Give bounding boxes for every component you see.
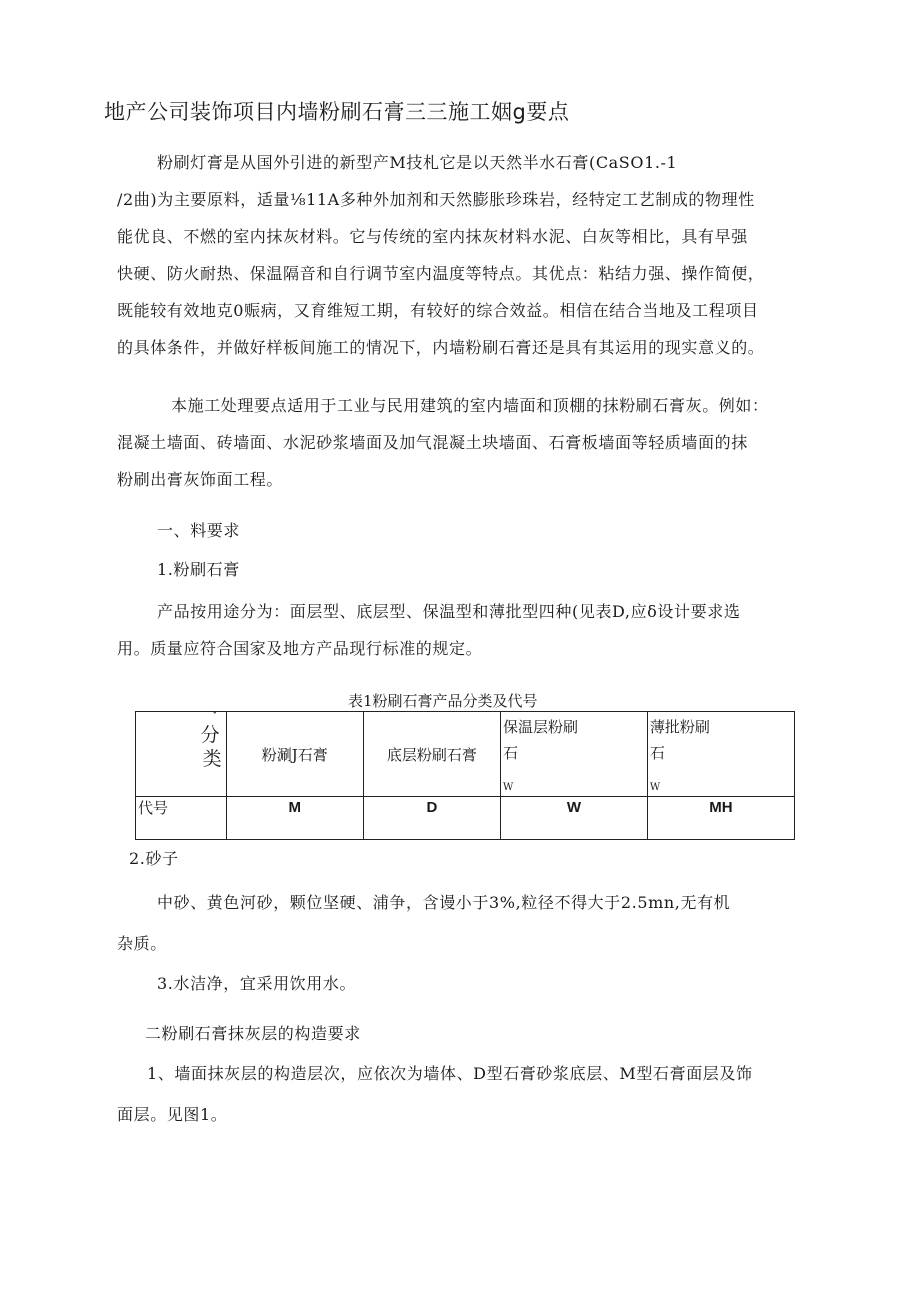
header-insulation-plaster — [501, 712, 648, 797]
code-cell: W — [501, 797, 648, 840]
header-thin-line-1: 薄批粉刷 — [649, 718, 710, 736]
item-3-text: 3.水洁净，宜采用饮用水。 — [157, 974, 357, 993]
item-1-text-2: 用。质量应符合国家及地方产品现行标准的规定。 — [117, 639, 483, 658]
header-base-plaster: 底层粉刷石膏 — [363, 712, 500, 797]
intro-line-1: 粉刷灯膏是从国外引进的新型产M技札它是以天然半水石膏(CaSO1.-1 — [157, 153, 678, 172]
corner-top-label: 分 — [200, 724, 220, 746]
section-2-item-1-text-2: 面层。见图1。 — [117, 1105, 228, 1124]
code-row-label: 代号 — [136, 797, 227, 840]
header-thin-plaster — [647, 712, 794, 797]
table-header-row — [136, 712, 795, 797]
section-2-heading: 二粉刷石膏抹灰层的构造要求 — [145, 1024, 361, 1043]
header-insulation-line-2: 石 — [503, 744, 519, 762]
intro-line-4: 快硬、防火耐热、保温隔音和自行调节室内温度等特点。其优点：粘结力强、操作简便， — [117, 264, 765, 283]
corner-bottom-label: 类 — [202, 748, 222, 770]
header-thin-line-2: 石 — [649, 744, 665, 762]
item-1-text-1: 产品按用途分为：面层型、底层型、保温型和薄批型四种(见表D,应δ设计要求选 — [157, 602, 741, 621]
table-row — [136, 797, 795, 840]
scope-line-2: 混凝土墙面、砖墙面、水泥砂浆墙面及加气混凝土块墙面、石膏板墙面等轻质墙面的抹 — [117, 433, 748, 452]
header-insulation-line-1: 保温层粉刷 — [503, 718, 579, 736]
scope-line-3: 粉刷出膏灰饰面工程。 — [117, 470, 284, 489]
intro-line-6: 的具体条件，并做好样板间施工的情况下，内墙粉刷石膏还是具有其运用的现实意义的。 — [117, 338, 765, 357]
item-2-text-2: 杂质。 — [117, 934, 167, 953]
code-cell: D — [363, 797, 500, 840]
scope-line-1: 本施工处理要点适用于工业与民用建筑的室内墙面和顶棚的抹粉刷石膏灰。例如： — [171, 396, 769, 415]
code-cell: MH — [647, 797, 794, 840]
intro-line-2: /2曲)为主要原料，适量⅛11A多种外加剂和天然膨胀珍珠岩，经特定工艺制成的物理性 — [117, 190, 755, 209]
header-insulation-line-3: W — [503, 782, 514, 793]
item-1-heading: 1.粉刷石膏 — [157, 560, 240, 579]
header-thin-line-3: W — [649, 782, 661, 793]
intro-line-3: 能优良、不燃的室内抹灰材料。它与传统的室内抹灰材料水泥、白灰等相比，具有早强 — [117, 227, 748, 246]
document-title: 地产公司装饰项目内墙粉刷石膏三三施工姻g要点 — [104, 100, 570, 124]
table-caption: 表1粉刷石膏产品分类及代号 — [348, 692, 538, 710]
section-1-heading: 一、料要求 — [157, 521, 241, 540]
table-corner-cell — [136, 712, 227, 797]
corner-tick: ˇ — [211, 710, 218, 724]
section-2-item-1-text-1: 1、墙面抹灰层的构造层次，应依次为墙体、D型石膏砂浆底层、M型石膏面层及饰 — [147, 1064, 753, 1083]
intro-line-5: 既能较有效地克0赈病，又育维短工期，有较好的综合效益。相信在结合当地及工程项目 — [117, 301, 759, 320]
product-classification-table — [135, 711, 795, 840]
header-surface-plaster: 粉涮J石膏 — [226, 712, 363, 797]
item-2-text-1: 中砂、黄色河砂，颗位坚硬、浦争，含谩小于3%,粒径不得大于2.5mn,无有机 — [157, 893, 731, 912]
item-2-heading: 2.砂子 — [129, 849, 179, 868]
code-cell: M — [226, 797, 363, 840]
